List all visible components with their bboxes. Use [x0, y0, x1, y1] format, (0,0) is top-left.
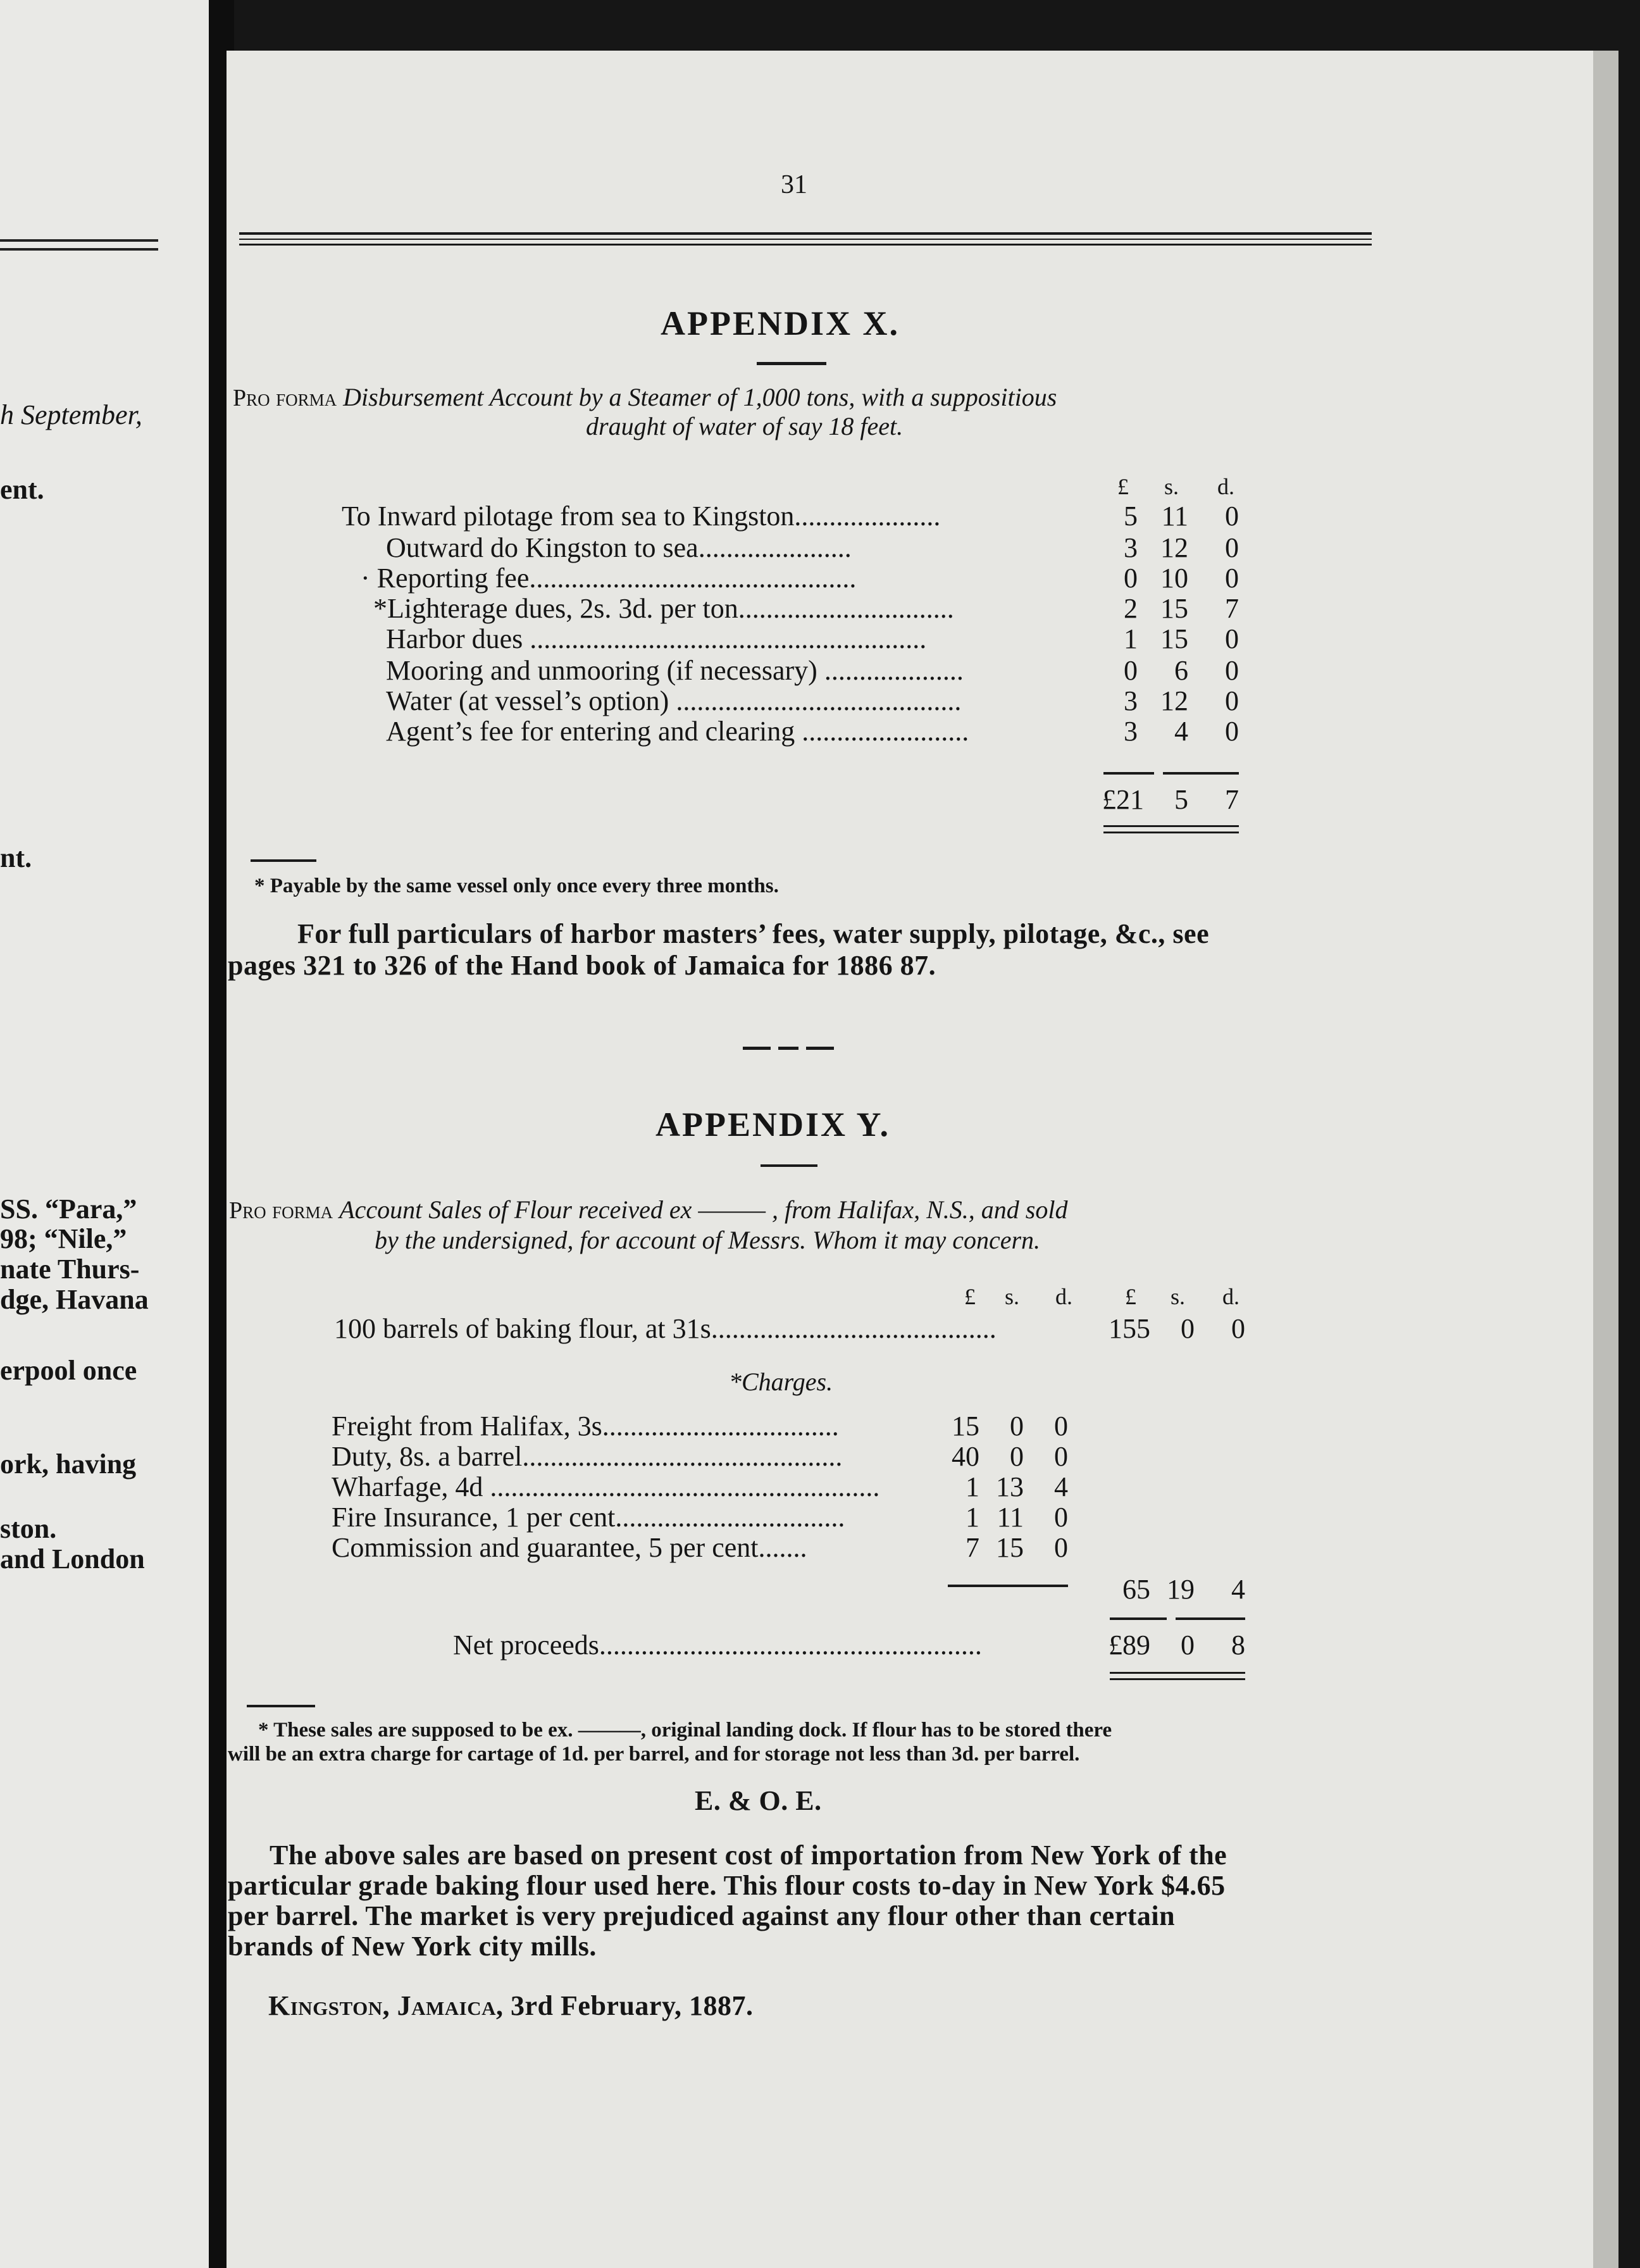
appendix-y-footnote-line: will be an extra charge for cartage of 1d. per barrel, and for storage not less than 3d. per barrel.: [228, 1743, 1080, 1766]
charge-shillings: 11: [997, 1502, 1024, 1533]
ledger-row-label: Mooring and unmooring (if necessary) ....................: [386, 655, 964, 686]
section-divider: [743, 1047, 771, 1050]
ledger-pence: 0: [1225, 685, 1239, 716]
facing-page-fragment: erpool once: [0, 1355, 137, 1386]
ledger-shillings: 12: [1160, 532, 1188, 563]
ledger-row-label: Agent’s fee for entering and clearing ........................: [386, 716, 969, 747]
facing-page-fragment: and London: [0, 1543, 145, 1574]
charge-shillings: 15: [996, 1532, 1024, 1563]
charge-row-label: Fire Insurance, 1 per cent.................................: [332, 1502, 845, 1533]
double-rule: [1103, 832, 1239, 833]
ledger-shillings: 4: [1174, 716, 1188, 747]
ledger-shillings: 10: [1160, 563, 1188, 594]
sale-shillings: 0: [1181, 1313, 1195, 1344]
facing-page-rule: [0, 248, 158, 251]
signoff: [268, 1990, 754, 2022]
col-header-pounds: £: [1125, 1284, 1136, 1309]
facing-page-fragment: 98; “Nile,”: [0, 1223, 127, 1254]
charge-row-label: Commission and guarantee, 5 per cent.......: [332, 1532, 807, 1563]
page-number: 31: [781, 170, 807, 199]
col-header-pence: d.: [1222, 1284, 1239, 1309]
facing-page-fragment: SS. “Para,”: [0, 1193, 137, 1224]
appendix-y-footnote-line: * These sales are supposed to be ex. ———, original landing dock. If flour has to be stored there: [258, 1719, 1112, 1742]
charge-shillings: 0: [1010, 1411, 1024, 1442]
facing-page-fragment: nt.: [0, 842, 32, 873]
sale-pence: 0: [1231, 1313, 1245, 1344]
ledger-pounds: 0: [1124, 563, 1138, 594]
charge-pence: 0: [1054, 1411, 1068, 1442]
charge-pence: 0: [1054, 1441, 1068, 1472]
appendix-x-intro-line1: [233, 382, 1057, 412]
appendix-x-total-pounds: £21: [1102, 784, 1144, 815]
appendix-y-paragraph-line: particular grade baking flour used here. This flour costs to-day in New York $4.65: [228, 1870, 1226, 1901]
header-rule: [239, 239, 1372, 240]
col-header-pounds: £: [964, 1284, 976, 1309]
charge-row-label: Duty, 8s. a barrel..............................................: [332, 1441, 843, 1472]
appendix-x-footnote: * Payable by the same vessel only once every three months.: [254, 875, 779, 897]
footnote-rule: [247, 1705, 315, 1707]
facing-page-fragment: ork, having: [0, 1449, 137, 1480]
section-divider: [806, 1047, 834, 1050]
net-proceeds-label: Net proceeds.......................................................: [453, 1629, 982, 1660]
appendix-x-total-pence: 7: [1225, 784, 1239, 815]
sum-rule: [1163, 772, 1239, 775]
ledger-pounds: 3: [1124, 685, 1138, 716]
appendix-x-total-shillings: 5: [1174, 784, 1188, 815]
facing-page-fragment: nate Thurs-: [0, 1254, 140, 1285]
facing-page-fragment: ston.: [0, 1513, 57, 1544]
ledger-pounds: 3: [1124, 532, 1138, 563]
ledger-pounds: 2: [1124, 593, 1138, 624]
ledger-pence: 0: [1225, 716, 1239, 747]
ledger-pounds: 1: [1124, 623, 1138, 654]
charges-heading: *Charges.: [729, 1368, 833, 1396]
ledger-pounds: 0: [1124, 655, 1138, 686]
heading-rule: [761, 1164, 817, 1167]
appendix-y-heading: APPENDIX Y.: [655, 1106, 891, 1143]
col-header-pounds: £: [1117, 474, 1129, 499]
ledger-row-label: Outward do Kingston to sea......................: [386, 532, 852, 563]
charges-total-shillings: 19: [1167, 1574, 1195, 1605]
col-header-shillings: s.: [1005, 1284, 1020, 1309]
charge-row-label: Wharfage, 4d ........................................................: [332, 1471, 880, 1502]
sum-rule: [1103, 772, 1154, 775]
appendix-x-heading: APPENDIX X.: [661, 304, 900, 342]
heading-rule: [757, 362, 826, 365]
ledger-pence: 0: [1225, 532, 1239, 563]
page-edge: [1593, 51, 1618, 2268]
ledger-shillings: 6: [1174, 655, 1188, 686]
ledger-shillings: 12: [1160, 685, 1188, 716]
appendix-x-paragraph-line: For full particulars of harbor masters’ fees, water supply, pilotage, &c., see: [297, 918, 1210, 949]
ledger-pence: 7: [1225, 593, 1239, 624]
net-proceeds-shillings: 0: [1181, 1629, 1195, 1660]
signoff-date: 3rd February, 1887.: [511, 1990, 754, 2021]
charge-shillings: 13: [996, 1471, 1024, 1502]
facing-page-fragment: ent.: [0, 474, 44, 505]
appendix-y-paragraph-line: The above sales are based on present cost of importation from New York of the: [270, 1840, 1227, 1871]
sum-rule: [1176, 1617, 1245, 1620]
charges-total-pence: 4: [1231, 1574, 1245, 1605]
pro-forma-label: Pro forma: [229, 1197, 333, 1224]
charges-total-pounds: 65: [1122, 1574, 1150, 1605]
col-header-shillings: s.: [1171, 1284, 1186, 1309]
charge-pounds: 15: [952, 1411, 979, 1442]
charge-row-label: Freight from Halifax, 3s..................................: [332, 1411, 839, 1442]
sale-row-label: 100 barrels of baking flour, at 31s.........................................: [334, 1313, 997, 1344]
appendix-y-intro-line2: by the undersigned, for account of Messrs. Whom it may concern.: [375, 1226, 1041, 1254]
charge-pounds: 7: [966, 1532, 979, 1563]
col-header-shillings: s.: [1164, 474, 1179, 499]
net-proceeds-pence: 8: [1231, 1629, 1245, 1660]
ledger-pounds: 3: [1124, 716, 1138, 747]
appendix-y-paragraph-line: brands of New York city mills.: [228, 1931, 597, 1962]
sum-rule: [1110, 1617, 1167, 1620]
pro-forma-label: Pro forma: [233, 385, 337, 411]
section-divider: [778, 1047, 798, 1050]
charge-pence: 0: [1054, 1502, 1068, 1533]
ledger-row-label: Water (at vessel’s option) .........................................: [386, 685, 962, 716]
ledger-pence: 0: [1225, 655, 1239, 686]
charge-pounds: 1: [966, 1471, 979, 1502]
appendix-x-paragraph-line: pages 321 to 326 of the Hand book of Jamaica for 1886 87.: [228, 950, 936, 981]
errors-omissions-excepted: E. & O. E.: [695, 1785, 822, 1816]
charge-pounds: 40: [952, 1441, 979, 1472]
charge-pence: 0: [1054, 1532, 1068, 1563]
ledger-shillings: 15: [1160, 593, 1188, 624]
appendix-y-paragraph-line: per barrel. The market is very prejudiced against any flour other than certain: [228, 1900, 1176, 1931]
charge-pounds: 1: [966, 1502, 979, 1533]
ledger-row-label: · Reporting fee...............................................: [361, 563, 857, 594]
charge-pence: 4: [1054, 1471, 1068, 1502]
net-proceeds-pounds: £89: [1109, 1629, 1150, 1660]
appendix-x-intro-line2: draught of water of say 18 feet.: [586, 412, 904, 440]
ledger-shillings: 15: [1160, 623, 1188, 654]
sum-rule: [948, 1585, 1068, 1587]
facing-page: [0, 0, 209, 2268]
col-header-pence: d.: [1055, 1284, 1072, 1309]
ledger-row-label: To Inward pilotage from sea to Kingston.....................: [342, 501, 941, 532]
sale-pounds: 155: [1109, 1313, 1150, 1344]
facing-page-fragment: h September,: [0, 399, 142, 430]
ledger-row-label: *Lighterage dues, 2s. 3d. per ton...............................: [373, 593, 954, 624]
ledger-pence: 0: [1225, 501, 1239, 532]
header-rule: [239, 244, 1372, 246]
facing-page-rule: [0, 239, 158, 242]
ledger-pence: 0: [1225, 563, 1239, 594]
intro-text: Disbursement Account by a Steamer of 1,000 tons, with a suppositious: [343, 383, 1057, 411]
facing-page-fragment: dge, Havana: [0, 1284, 149, 1315]
double-rule: [1110, 1678, 1245, 1680]
page: [227, 51, 1593, 2268]
col-header-pence: d.: [1217, 474, 1234, 499]
intro-text: Account Sales of Flour received ex ——— , from Halifax, N.S., and sold: [339, 1195, 1068, 1224]
ledger-shillings: 11: [1161, 501, 1188, 532]
double-rule: [1103, 825, 1239, 827]
ledger-pounds: 5: [1124, 501, 1138, 532]
footnote-rule: [251, 859, 316, 862]
signoff-place: Kingston, Jamaica,: [268, 1990, 504, 2021]
ledger-row-label: Harbor dues .........................................................: [386, 623, 927, 654]
header-rule: [239, 232, 1372, 235]
ledger-pence: 0: [1225, 623, 1239, 654]
charge-shillings: 0: [1010, 1441, 1024, 1472]
double-rule: [1110, 1672, 1245, 1674]
appendix-y-intro-line1: [229, 1195, 1067, 1224]
